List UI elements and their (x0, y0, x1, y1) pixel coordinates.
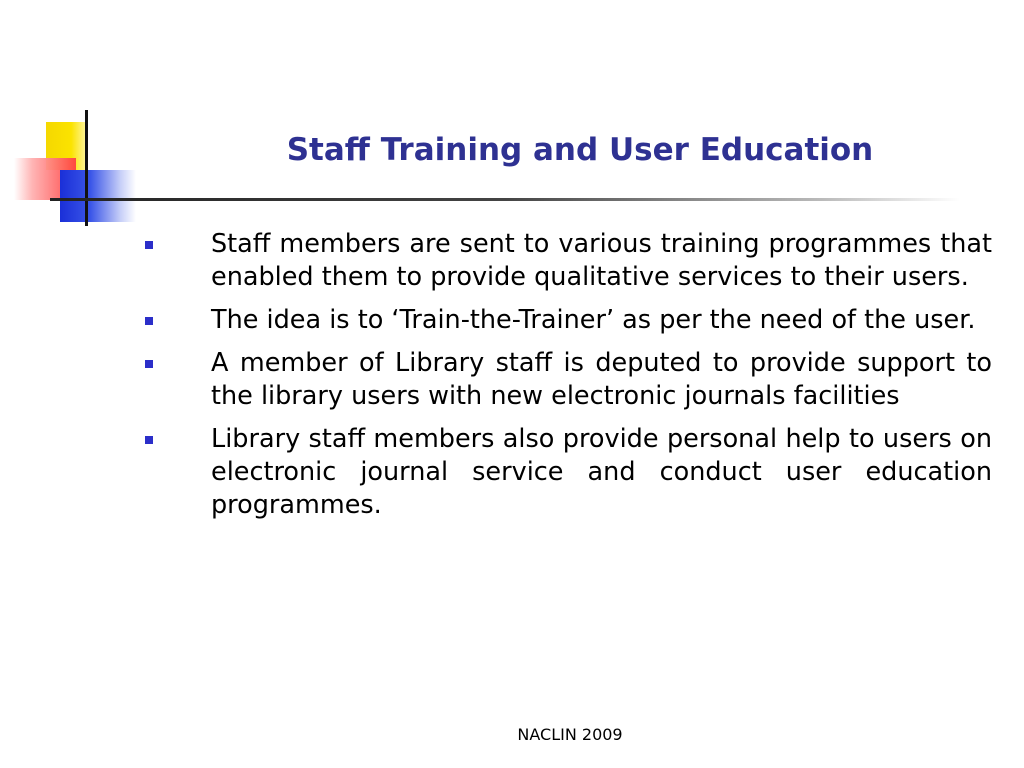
slide-footer: NACLIN 2009 (517, 725, 623, 744)
bullet-text: A member of Library staff is deputed to provide support to the library users with new electronic journals facilities (211, 348, 992, 411)
bullet-item (140, 228, 992, 294)
bullet-list (140, 228, 992, 532)
bullet-square-icon (145, 360, 153, 368)
bullet-square-icon (145, 317, 153, 325)
bullet-square-icon (145, 436, 153, 444)
title-divider-line (50, 198, 960, 201)
bullet-square-icon (145, 241, 153, 249)
decorative-vertical-line (85, 110, 88, 226)
slide-title: Staff Training and User Education (286, 132, 874, 168)
bullet-text: Library staff members also provide personal help to users on electronic journal service and conduct user education programmes. (211, 424, 992, 520)
decorative-blue-square (60, 170, 136, 222)
bullet-text: The idea is to ‘Train-the-Trainer’ as per the need of the user. (211, 305, 976, 335)
bullet-item (140, 347, 992, 413)
bullet-item (140, 423, 992, 522)
bullet-text: Staff members are sent to various training programmes that enabled them to provide qualitative services to their users. (211, 229, 992, 292)
bullet-item (140, 304, 992, 337)
